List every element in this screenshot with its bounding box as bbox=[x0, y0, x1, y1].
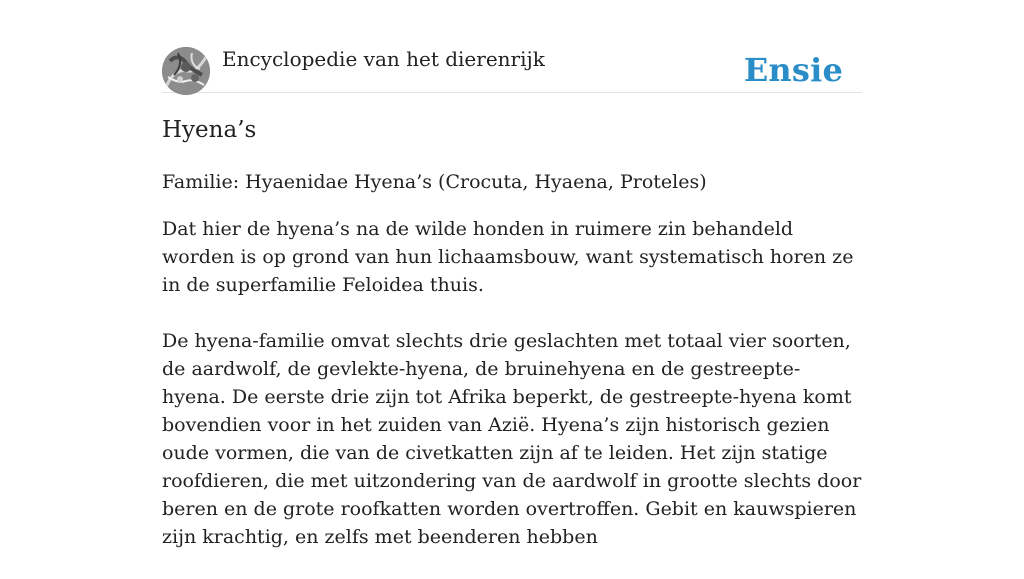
source-avatar[interactable] bbox=[162, 47, 210, 95]
hyena-engraving-avatar-icon bbox=[162, 47, 210, 95]
article-subtitle: Familie: Hyaenidae Hyena’s (Crocuta, Hyaena, Proteles) bbox=[162, 171, 707, 193]
source-name[interactable]: Encyclopedie van het dierenrijk bbox=[222, 47, 545, 71]
site-logo[interactable]: Ensie bbox=[743, 51, 843, 89]
header bbox=[162, 47, 862, 93]
article-paragraph: Dat hier de hyena’s na de wilde honden in ruimere zin behandeld worden is op grond van hun lichaamsbouw, want systematisch horen ze in de superfamilie Feloidea thuis. bbox=[162, 218, 854, 296]
article-body bbox=[162, 215, 862, 579]
article-paragraph: De hyena-familie omvat slechts drie geslachten met totaal vier soorten, de aardwolf, de gevlekte-hyena, de bruinehyena en de gestreepte-hyena. De eerste drie zijn tot Afrika beperkt, de gestreepte-hyena komt bovendien voor in het zuiden van Azië. Hyena’s zijn historisch gezien oude vormen, die van de civetkatten zijn af te leiden. Het zijn statige roofdieren, die met uitzondering van de aardwolf in grootte slechts door beren en de grote roofkatten worden overtroffen. Gebit en kauwspieren zijn krachtig, en zelfs met beenderen hebben bbox=[162, 330, 862, 548]
article-title: Hyena’s bbox=[162, 117, 257, 143]
